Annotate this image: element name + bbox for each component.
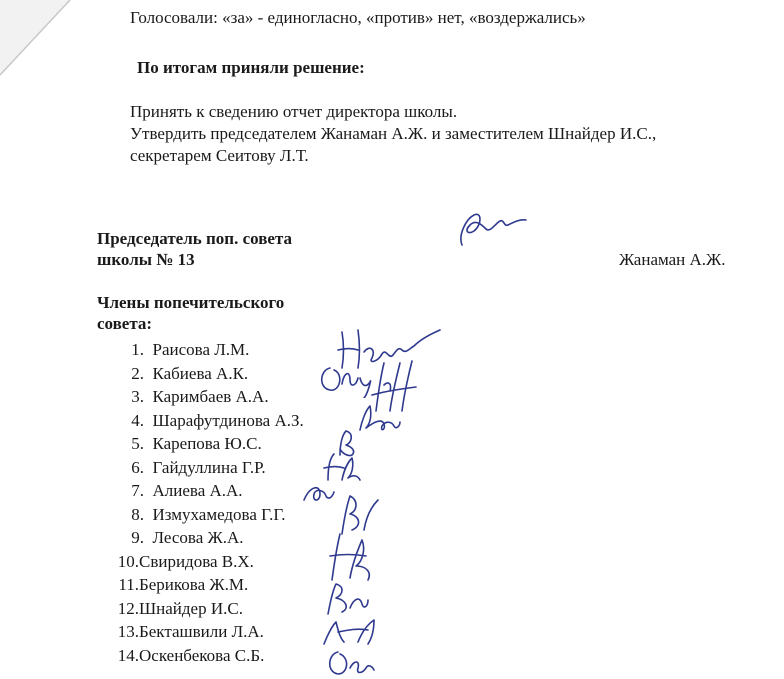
signature-7 — [298, 478, 338, 506]
member-name: Алиева А.А. — [152, 481, 243, 500]
member-name: Берикова Ж.М. — [139, 575, 249, 594]
member-name: Оскенбекова С.Б. — [139, 645, 265, 665]
member-item: 8. Измухамедова Г.Г. — [131, 504, 286, 524]
signature-9 — [322, 526, 378, 586]
member-name: Бекташвили Л.А. — [139, 622, 264, 641]
member-item: 1. Раисова Л.М. — [131, 340, 250, 359]
decision-item-2: Утвердить председателем Жанаман А.Ж. и заместителем Шнайдер И.С., — [130, 124, 657, 143]
members-list — [108, 338, 304, 667]
signature-10 — [320, 578, 370, 618]
members-heading-line2: совета: — [97, 314, 153, 333]
member-item: 3. Каримбаев А.А. — [131, 387, 269, 406]
decision-heading: По итогам приняли решение: — [137, 58, 365, 77]
member-name: Шнайдер И.С. — [139, 598, 243, 618]
member-item: 4. Шарафутдинова А.З. — [131, 410, 304, 430]
folded-corner — [0, 0, 90, 80]
member-item: 12.Шнайдер И.С. — [117, 598, 243, 618]
member-name: Свиридова В.Х. — [139, 551, 254, 571]
signature-12 — [324, 646, 378, 678]
voting-result: Голосовали: «за» - единогласно, «против» нет, «воздержались» — [130, 8, 586, 27]
member-item: 2. Кабиева А.К. — [131, 363, 249, 383]
chairman-title-line2: школы № 13 — [97, 250, 195, 269]
member-name: Шарафутдинова А.З. — [152, 410, 304, 430]
member-name: Каримбаев А.А. — [152, 387, 269, 406]
member-item: 9. Лесова Ж.А. — [131, 528, 244, 547]
member-item: 10.Свиридова В.Х. — [117, 551, 254, 571]
member-name: Лесова Ж.А. — [152, 528, 244, 547]
chairman-signature — [452, 205, 532, 255]
member-name: Измухамедова Г.Г. — [152, 504, 286, 524]
signature-11 — [318, 614, 384, 648]
members-heading-line1: Члены попечительского — [97, 293, 285, 312]
member-item: 5. Карепова Ю.С. — [131, 434, 262, 453]
member-item: 14.Оскенбекова С.Б. — [117, 645, 265, 665]
member-name: Гайдуллина Г.Р. — [152, 457, 266, 477]
member-item: 11.Берикова Ж.М. — [118, 575, 249, 594]
chairman-name: Жанаман А.Ж. — [619, 250, 726, 269]
chairman-title-line1: Председатель поп. совета — [97, 229, 293, 248]
member-item: 7. Алиева А.А. — [131, 481, 243, 500]
member-name: Кабиева А.К. — [152, 363, 249, 383]
decision-item-3: секретарем Сеитову Л.Т. — [130, 146, 309, 165]
member-item: 13.Бекташвили Л.А. — [117, 622, 264, 641]
member-item: 6. Гайдуллина Г.Р. — [131, 457, 266, 477]
member-name: Карепова Ю.С. — [152, 434, 262, 453]
member-name: Раисова Л.М. — [152, 340, 250, 359]
decision-item-1: Принять к сведению отчет директора школы. — [130, 102, 458, 121]
